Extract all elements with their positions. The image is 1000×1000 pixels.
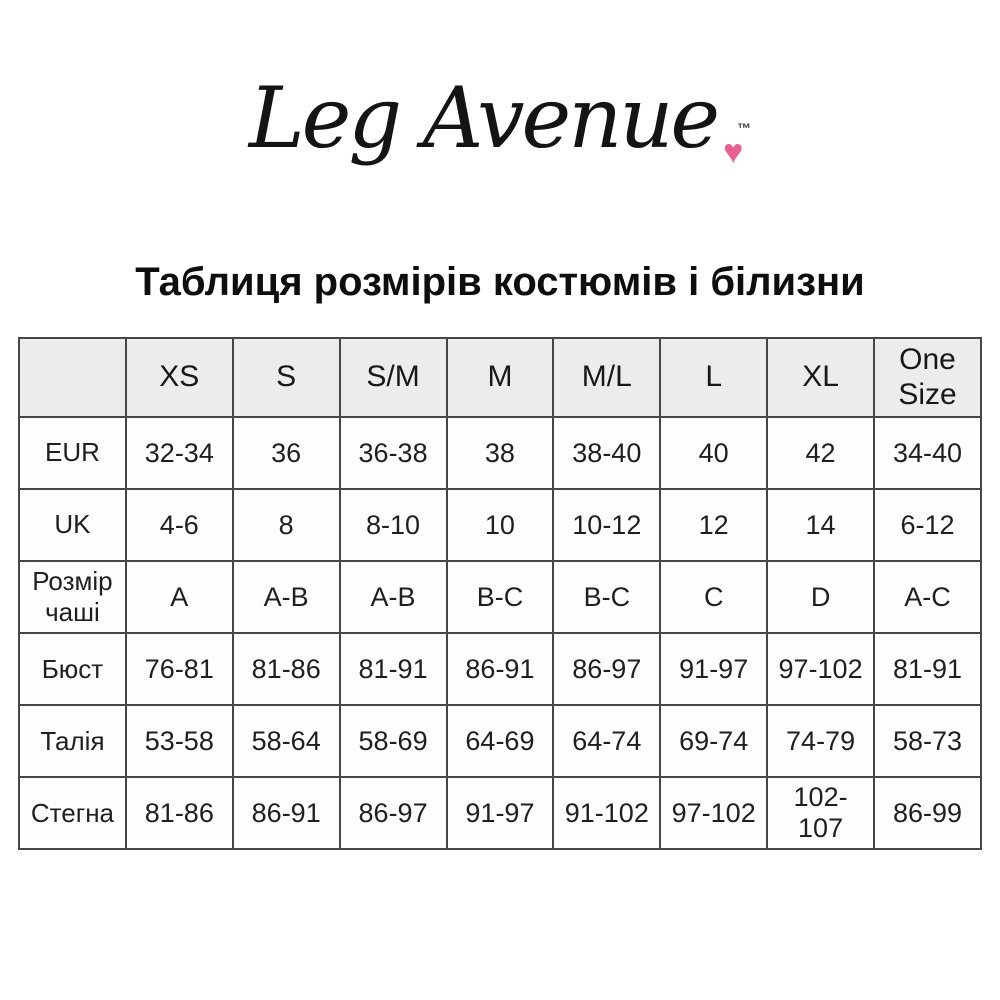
size-value-cell: 8-10 [340, 489, 447, 561]
heart-icon: ♥ [723, 133, 744, 171]
size-value-cell: 10-12 [553, 489, 660, 561]
size-value-cell: 40 [660, 417, 767, 489]
size-value-cell: B-C [553, 561, 660, 633]
size-column-header: XL [767, 338, 874, 417]
brand-logo [0, 48, 1000, 188]
size-value-cell: 38 [447, 417, 554, 489]
size-value-cell: C [660, 561, 767, 633]
size-value-cell: 36 [233, 417, 340, 489]
size-column-header: S [233, 338, 340, 417]
size-value-cell: 38-40 [553, 417, 660, 489]
size-value-cell: A-B [340, 561, 447, 633]
size-value-cell: 69-74 [660, 705, 767, 777]
size-value-cell: 86-99 [874, 777, 981, 849]
row-label: UK [19, 489, 126, 561]
trademark-symbol: ™ [737, 120, 752, 136]
row-label: Стегна [19, 777, 126, 849]
size-value-cell: 81-86 [233, 633, 340, 705]
size-value-cell: 6-12 [874, 489, 981, 561]
size-value-cell: A-C [874, 561, 981, 633]
row-label: Розмір чаші [19, 561, 126, 633]
size-value-cell: 36-38 [340, 417, 447, 489]
size-value-cell: 97-102 [660, 777, 767, 849]
size-value-cell: 97-102 [767, 633, 874, 705]
page-title: Таблиця розмірів костюмів і білизни [135, 260, 865, 304]
size-value-cell: 91-97 [660, 633, 767, 705]
size-value-cell: 91-97 [447, 777, 554, 849]
size-value-cell: 102-107 [767, 777, 874, 849]
size-value-cell: 86-97 [340, 777, 447, 849]
size-value-cell: 10 [447, 489, 554, 561]
size-chart-body [19, 417, 981, 849]
size-column-header: S/M [340, 338, 447, 417]
table-row [19, 417, 981, 489]
size-value-cell: 58-69 [340, 705, 447, 777]
row-label: Бюст [19, 633, 126, 705]
size-value-cell: 76-81 [126, 633, 233, 705]
brand-logo-mark [723, 121, 751, 169]
size-value-cell: A-B [233, 561, 340, 633]
row-label: Талія [19, 705, 126, 777]
size-value-cell: 4-6 [126, 489, 233, 561]
size-value-cell: 58-73 [874, 705, 981, 777]
size-chart-table [18, 337, 982, 850]
size-value-cell: 81-91 [340, 633, 447, 705]
size-value-cell: 81-91 [874, 633, 981, 705]
row-label: EUR [19, 417, 126, 489]
brand-logo-text: Leg Avenue [248, 69, 718, 167]
size-column-header: L [660, 338, 767, 417]
size-value-cell: 64-74 [553, 705, 660, 777]
size-value-cell: 32-34 [126, 417, 233, 489]
size-value-cell: 81-86 [126, 777, 233, 849]
size-value-cell: 64-69 [447, 705, 554, 777]
table-row [19, 705, 981, 777]
size-value-cell: D [767, 561, 874, 633]
table-row [19, 633, 981, 705]
size-value-cell: 8 [233, 489, 340, 561]
size-value-cell: 91-102 [553, 777, 660, 849]
size-column-header: XS [126, 338, 233, 417]
size-value-cell: 34-40 [874, 417, 981, 489]
size-value-cell: A [126, 561, 233, 633]
size-value-cell: 86-97 [553, 633, 660, 705]
size-column-header: M [447, 338, 554, 417]
size-value-cell: 53-58 [126, 705, 233, 777]
table-row [19, 489, 981, 561]
size-value-cell: 42 [767, 417, 874, 489]
size-value-cell: 86-91 [233, 777, 340, 849]
size-value-cell: 58-64 [233, 705, 340, 777]
table-row [19, 561, 981, 633]
size-value-cell: B-C [447, 561, 554, 633]
header-row [19, 338, 981, 417]
size-value-cell: 74-79 [767, 705, 874, 777]
table-row [19, 777, 981, 849]
size-value-cell: 86-91 [447, 633, 554, 705]
size-column-header: M/L [553, 338, 660, 417]
size-value-cell: 14 [767, 489, 874, 561]
size-value-cell: 12 [660, 489, 767, 561]
size-chart-head [19, 338, 981, 417]
size-column-header: One Size [874, 338, 981, 417]
corner-cell [19, 338, 126, 417]
